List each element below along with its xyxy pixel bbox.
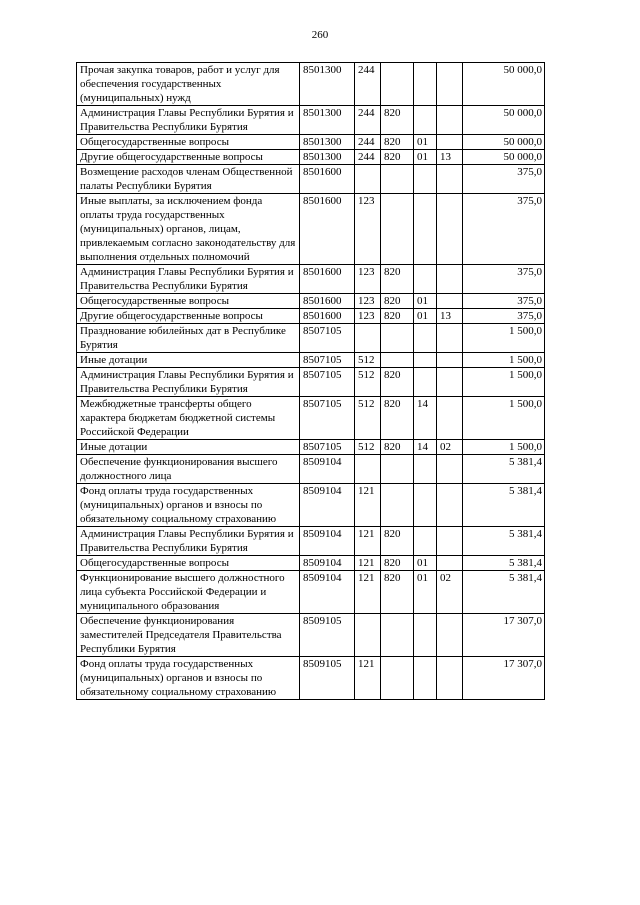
row-sum-cell: 5 381,4 <box>463 527 545 556</box>
row-pr-cell <box>437 455 463 484</box>
row-name-cell: Возмещение расходов членам Общественной палаты Республики Бурятия <box>77 165 300 194</box>
row-pr-cell: 13 <box>437 150 463 165</box>
row-csr-cell: 8509104 <box>300 484 355 527</box>
row-rz-cell <box>414 455 437 484</box>
row-csr-cell: 8501300 <box>300 135 355 150</box>
row-pr-cell <box>437 368 463 397</box>
row-pr-cell <box>437 194 463 265</box>
row-grbs-cell <box>381 165 414 194</box>
row-name-cell: Администрация Главы Республики Бурятия и Правительства Республики Бурятия <box>77 368 300 397</box>
row-pr-cell <box>437 527 463 556</box>
row-rz-cell <box>414 324 437 353</box>
row-name-cell: Администрация Главы Республики Бурятия и Правительства Республики Бурятия <box>77 265 300 294</box>
row-sum-cell: 1 500,0 <box>463 324 545 353</box>
table-row <box>77 194 545 265</box>
row-rz-cell <box>414 165 437 194</box>
row-name-cell: Общегосударственные вопросы <box>77 135 300 150</box>
row-name-cell: Иные дотации <box>77 353 300 368</box>
row-sum-cell: 5 381,4 <box>463 455 545 484</box>
row-sum-cell: 5 381,4 <box>463 556 545 571</box>
row-rz-cell: 14 <box>414 440 437 455</box>
row-grbs-cell: 820 <box>381 106 414 135</box>
row-sum-cell: 5 381,4 <box>463 484 545 527</box>
row-csr-cell: 8509105 <box>300 614 355 657</box>
row-sum-cell: 375,0 <box>463 194 545 265</box>
table-row <box>77 527 545 556</box>
row-rz-cell <box>414 657 437 700</box>
row-vr-cell: 244 <box>355 150 381 165</box>
table-row <box>77 294 545 309</box>
row-vr-cell: 123 <box>355 194 381 265</box>
row-rz-cell: 01 <box>414 135 437 150</box>
page-number: 260 <box>311 29 329 41</box>
row-sum-cell: 17 307,0 <box>463 614 545 657</box>
row-vr-cell: 121 <box>355 527 381 556</box>
table-row <box>77 150 545 165</box>
row-grbs-cell: 820 <box>381 397 414 440</box>
row-sum-cell: 50 000,0 <box>463 135 545 150</box>
row-rz-cell <box>414 106 437 135</box>
row-name-cell: Фонд оплаты труда государственных (муниципальных) органов и взносы по обязательному социальному страхованию <box>77 657 300 700</box>
table-row <box>77 106 545 135</box>
row-grbs-cell <box>381 324 414 353</box>
row-pr-cell <box>437 135 463 150</box>
row-name-cell: Администрация Главы Республики Бурятия и Правительства Республики Бурятия <box>77 106 300 135</box>
row-pr-cell <box>437 397 463 440</box>
row-name-cell: Прочая закупка товаров, работ и услуг для обеспечения государственных (муниципальных) нужд <box>77 63 300 106</box>
row-grbs-cell: 820 <box>381 527 414 556</box>
row-csr-cell: 8507105 <box>300 440 355 455</box>
table-row <box>77 614 545 657</box>
row-grbs-cell: 820 <box>381 571 414 614</box>
row-name-cell: Фонд оплаты труда государственных (муниципальных) органов и взносы по обязательному социальному страхованию <box>77 484 300 527</box>
table-row <box>77 265 545 294</box>
row-name-cell: Празднование юбилейных дат в Республике Бурятия <box>77 324 300 353</box>
table-row <box>77 657 545 700</box>
row-grbs-cell: 820 <box>381 265 414 294</box>
row-sum-cell: 375,0 <box>463 265 545 294</box>
row-csr-cell: 8507105 <box>300 353 355 368</box>
row-csr-cell: 8501600 <box>300 309 355 324</box>
row-rz-cell: 01 <box>414 294 437 309</box>
row-sum-cell: 375,0 <box>463 294 545 309</box>
row-grbs-cell <box>381 614 414 657</box>
row-grbs-cell <box>381 455 414 484</box>
row-rz-cell <box>414 368 437 397</box>
row-csr-cell: 8501600 <box>300 165 355 194</box>
row-name-cell: Функционирование высшего должностного лица субъекта Российской Федерации и муниципального образования <box>77 571 300 614</box>
row-csr-cell: 8501300 <box>300 150 355 165</box>
table-row <box>77 440 545 455</box>
row-sum-cell: 50 000,0 <box>463 63 545 106</box>
row-rz-cell: 01 <box>414 150 437 165</box>
row-csr-cell: 8501600 <box>300 194 355 265</box>
row-vr-cell: 121 <box>355 556 381 571</box>
row-rz-cell <box>414 265 437 294</box>
row-rz-cell <box>414 614 437 657</box>
row-sum-cell: 1 500,0 <box>463 397 545 440</box>
row-csr-cell: 8509104 <box>300 571 355 614</box>
table-row <box>77 309 545 324</box>
table-row <box>77 368 545 397</box>
budget-table-body <box>77 63 545 700</box>
row-name-cell: Другие общегосударственные вопросы <box>77 150 300 165</box>
row-pr-cell: 02 <box>437 440 463 455</box>
row-name-cell: Межбюджетные трансферты общего характера бюджетам бюджетной системы Российской Федерации <box>77 397 300 440</box>
row-grbs-cell <box>381 63 414 106</box>
row-rz-cell <box>414 353 437 368</box>
row-name-cell: Иные дотации <box>77 440 300 455</box>
row-vr-cell: 512 <box>355 353 381 368</box>
row-csr-cell: 8501300 <box>300 106 355 135</box>
row-csr-cell: 8501300 <box>300 63 355 106</box>
row-grbs-cell <box>381 484 414 527</box>
row-name-cell: Другие общегосударственные вопросы <box>77 309 300 324</box>
table-row <box>77 455 545 484</box>
row-name-cell: Администрация Главы Республики Бурятия и Правительства Республики Бурятия <box>77 527 300 556</box>
row-sum-cell: 375,0 <box>463 165 545 194</box>
row-grbs-cell: 820 <box>381 294 414 309</box>
table-row <box>77 165 545 194</box>
row-pr-cell <box>437 556 463 571</box>
row-name-cell: Общегосударственные вопросы <box>77 556 300 571</box>
row-csr-cell: 8501600 <box>300 265 355 294</box>
row-csr-cell: 8501600 <box>300 294 355 309</box>
row-pr-cell <box>437 265 463 294</box>
row-rz-cell: 01 <box>414 556 437 571</box>
row-csr-cell: 8509104 <box>300 455 355 484</box>
row-rz-cell <box>414 194 437 265</box>
row-pr-cell: 13 <box>437 309 463 324</box>
row-grbs-cell: 820 <box>381 135 414 150</box>
row-pr-cell <box>437 165 463 194</box>
row-sum-cell: 1 500,0 <box>463 440 545 455</box>
row-name-cell: Общегосударственные вопросы <box>77 294 300 309</box>
table-row <box>77 135 545 150</box>
row-vr-cell: 123 <box>355 309 381 324</box>
row-pr-cell <box>437 353 463 368</box>
row-vr-cell <box>355 614 381 657</box>
row-vr-cell: 244 <box>355 106 381 135</box>
table-row <box>77 484 545 527</box>
row-csr-cell: 8509105 <box>300 657 355 700</box>
row-rz-cell <box>414 527 437 556</box>
table-row <box>77 571 545 614</box>
row-vr-cell <box>355 324 381 353</box>
row-grbs-cell: 820 <box>381 440 414 455</box>
table-row <box>77 324 545 353</box>
row-vr-cell: 512 <box>355 368 381 397</box>
row-grbs-cell: 820 <box>381 309 414 324</box>
row-sum-cell: 1 500,0 <box>463 368 545 397</box>
row-pr-cell <box>437 63 463 106</box>
row-vr-cell <box>355 455 381 484</box>
row-vr-cell: 244 <box>355 63 381 106</box>
row-csr-cell: 8507105 <box>300 397 355 440</box>
row-sum-cell: 5 381,4 <box>463 571 545 614</box>
row-vr-cell: 121 <box>355 657 381 700</box>
row-name-cell: Обеспечение функционирования заместителей Председателя Правительства Республики Бурятия <box>77 614 300 657</box>
row-pr-cell <box>437 106 463 135</box>
row-name-cell: Иные выплаты, за исключением фонда оплаты труда государственных (муниципальных) органов, лицам, привлекаемым согласно законодательству для выполнения отдельных полномочий <box>77 194 300 265</box>
row-sum-cell: 17 307,0 <box>463 657 545 700</box>
row-rz-cell <box>414 484 437 527</box>
row-sum-cell: 50 000,0 <box>463 150 545 165</box>
row-grbs-cell <box>381 657 414 700</box>
row-rz-cell <box>414 63 437 106</box>
budget-table <box>76 62 545 700</box>
row-rz-cell: 01 <box>414 309 437 324</box>
row-vr-cell <box>355 165 381 194</box>
row-vr-cell: 121 <box>355 571 381 614</box>
row-sum-cell: 50 000,0 <box>463 106 545 135</box>
row-grbs-cell: 820 <box>381 368 414 397</box>
row-grbs-cell <box>381 353 414 368</box>
table-row <box>77 353 545 368</box>
row-vr-cell: 121 <box>355 484 381 527</box>
row-csr-cell: 8507105 <box>300 368 355 397</box>
row-grbs-cell: 820 <box>381 150 414 165</box>
row-vr-cell: 123 <box>355 265 381 294</box>
row-csr-cell: 8509104 <box>300 527 355 556</box>
row-vr-cell: 123 <box>355 294 381 309</box>
table-row <box>77 63 545 106</box>
row-sum-cell: 375,0 <box>463 309 545 324</box>
table-row <box>77 397 545 440</box>
row-csr-cell: 8509104 <box>300 556 355 571</box>
row-sum-cell: 1 500,0 <box>463 353 545 368</box>
row-grbs-cell <box>381 194 414 265</box>
row-rz-cell: 14 <box>414 397 437 440</box>
row-pr-cell <box>437 657 463 700</box>
row-pr-cell <box>437 324 463 353</box>
row-name-cell: Обеспечение функционирования высшего должностного лица <box>77 455 300 484</box>
row-pr-cell <box>437 484 463 527</box>
row-pr-cell: 02 <box>437 571 463 614</box>
row-vr-cell: 512 <box>355 397 381 440</box>
row-grbs-cell: 820 <box>381 556 414 571</box>
row-vr-cell: 244 <box>355 135 381 150</box>
row-vr-cell: 512 <box>355 440 381 455</box>
row-pr-cell <box>437 294 463 309</box>
row-rz-cell: 01 <box>414 571 437 614</box>
row-csr-cell: 8507105 <box>300 324 355 353</box>
row-pr-cell <box>437 614 463 657</box>
table-row <box>77 556 545 571</box>
